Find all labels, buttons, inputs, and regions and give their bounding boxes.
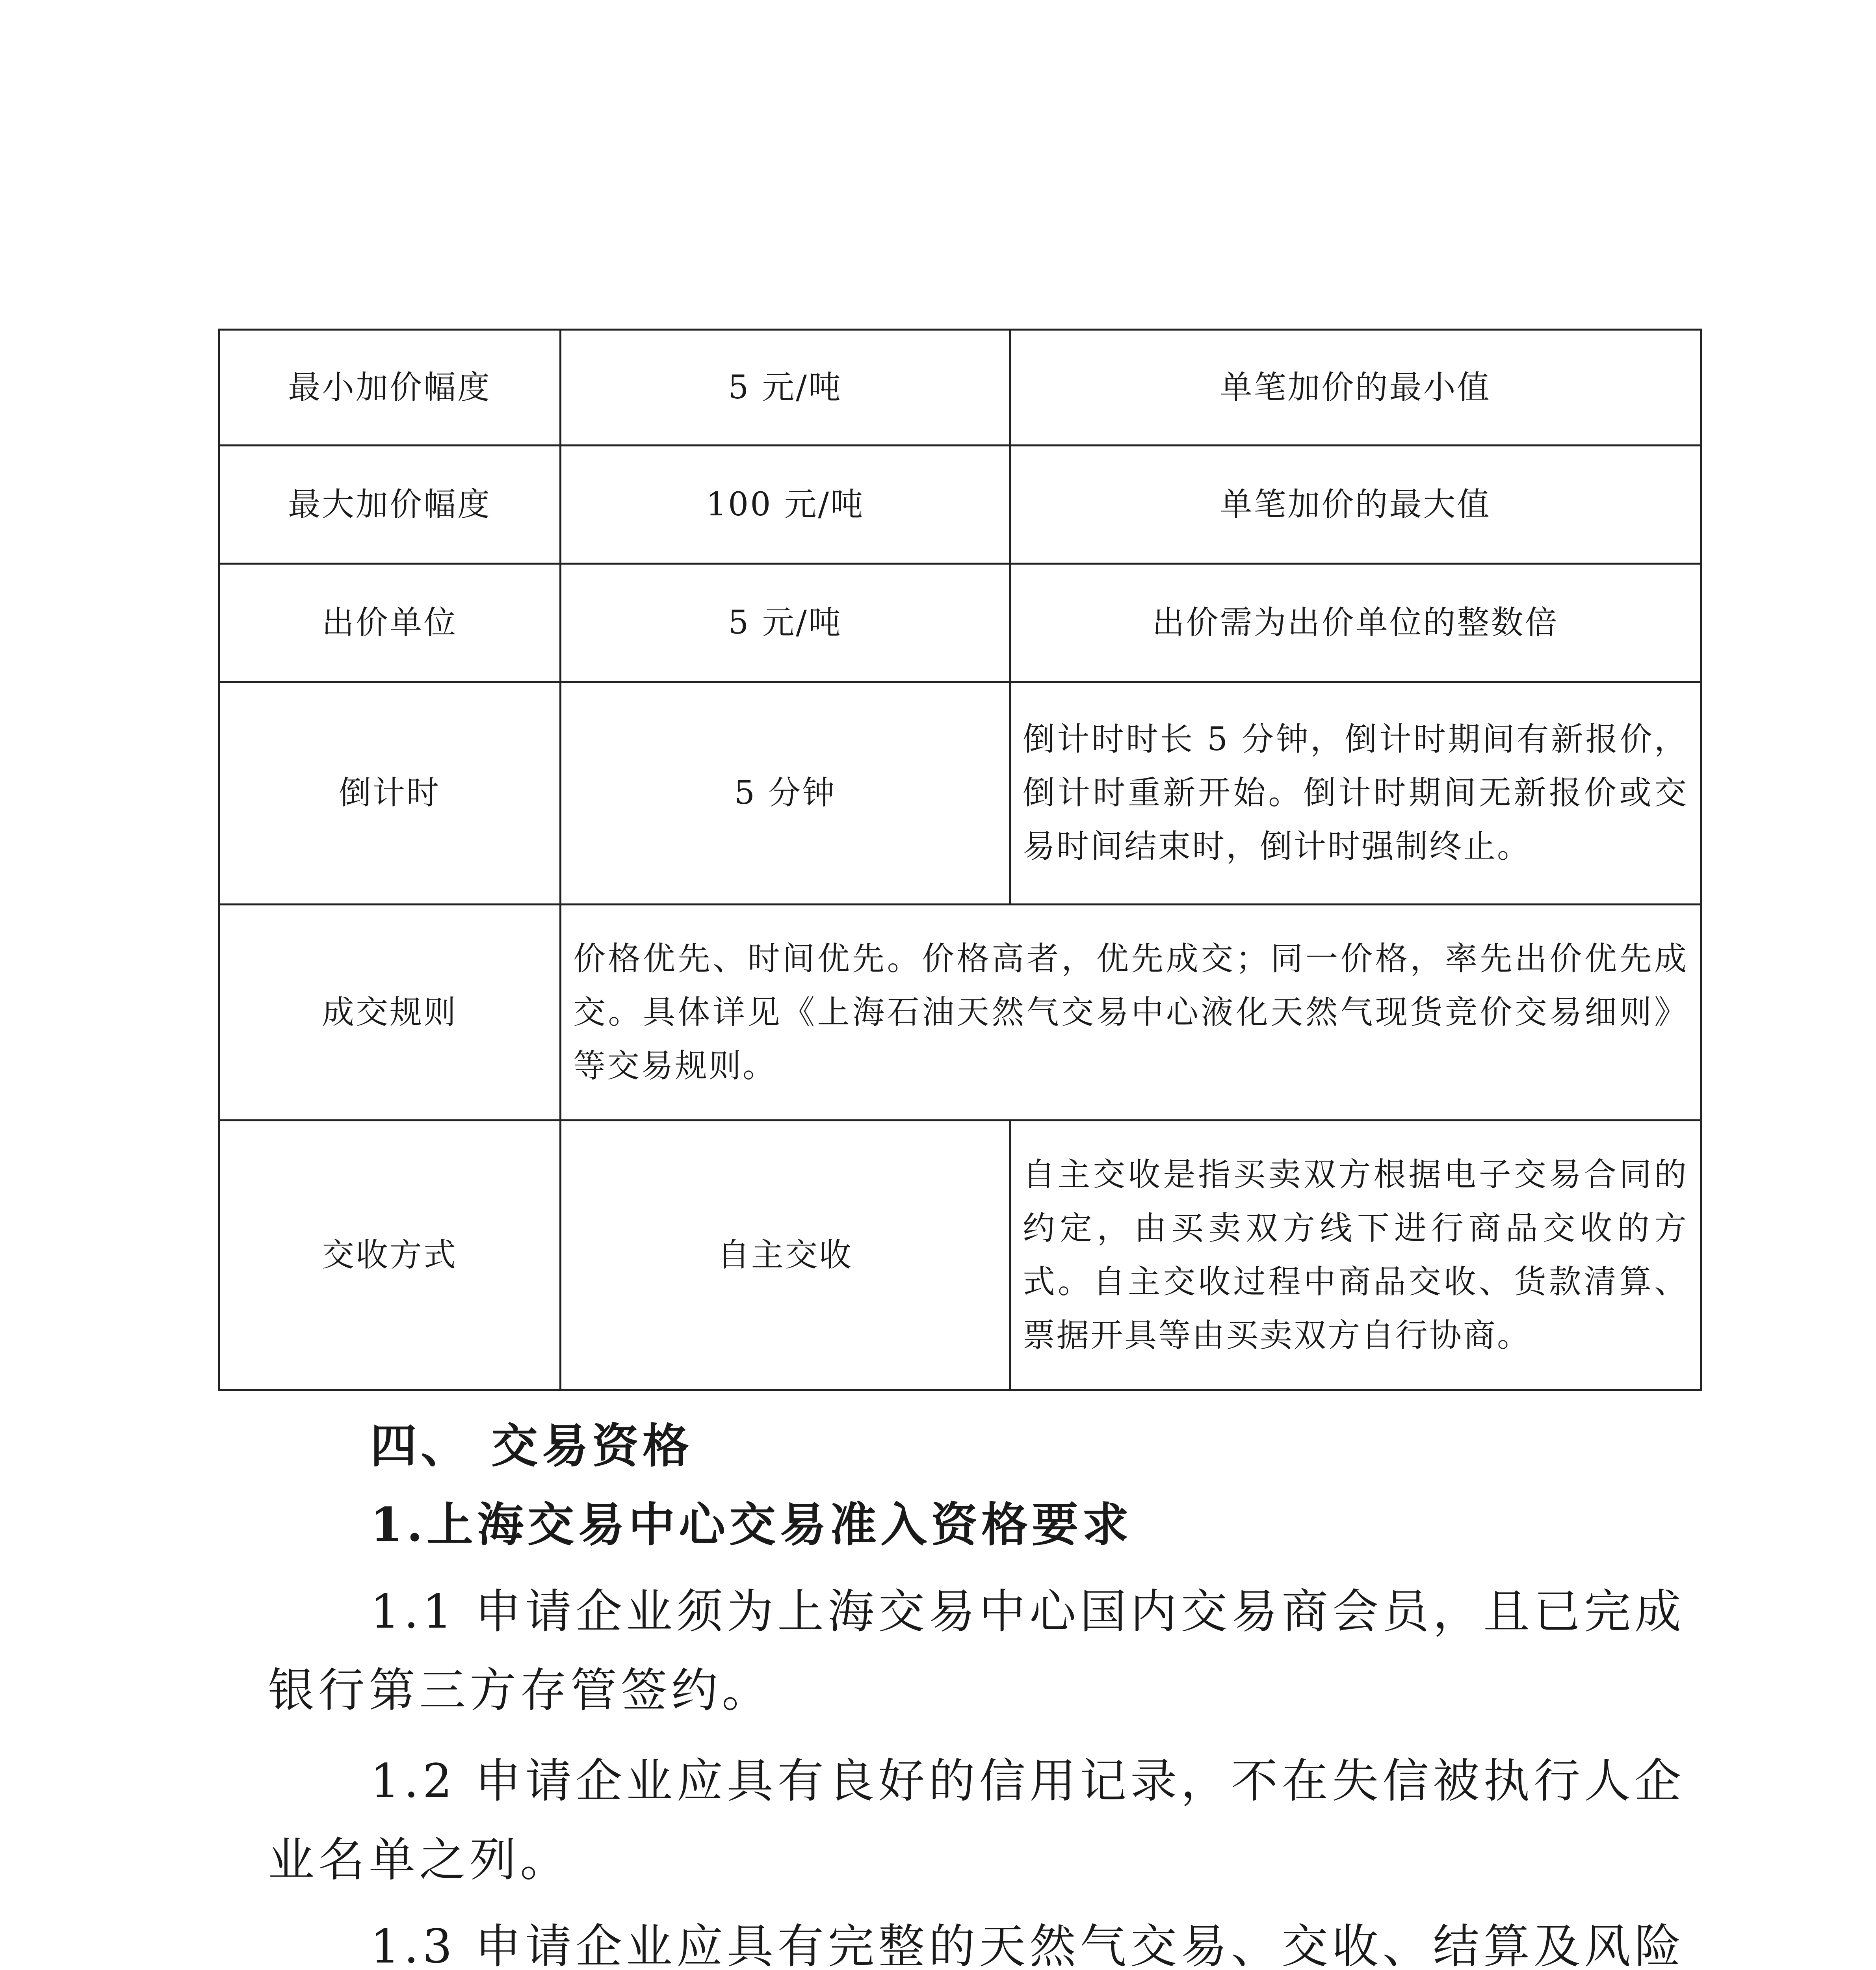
table-row bbox=[219, 564, 1701, 682]
row-value: 5 元/吨 bbox=[561, 564, 1010, 682]
row-description: 倒计时时长 5 分钟，倒计时期间有新报价，倒计时重新开始。倒计时期间无新报价或交易时间结束时，倒计时强制终止。 bbox=[1010, 682, 1701, 905]
trading-parameters-table bbox=[218, 329, 1702, 1391]
paragraph-1-1-continued: 银行第三方存管签约。 bbox=[268, 1663, 773, 1717]
row-value: 100 元/吨 bbox=[561, 446, 1010, 564]
row-label: 最小加价幅度 bbox=[219, 330, 561, 446]
paragraph-1-1: 1.1 申请企业须为上海交易中心国内交易商会员，且已完成 bbox=[370, 1584, 1685, 1639]
row-label: 交收方式 bbox=[219, 1121, 561, 1390]
paragraph-1-3: 1.3 申请企业应具有完整的天然气交易、交收、结算及风险 bbox=[370, 1919, 1685, 1970]
section-4-heading: 四、 交易资格 bbox=[370, 1418, 693, 1473]
row-description: 单笔加价的最大值 bbox=[1010, 446, 1701, 564]
row-description: 单笔加价的最小值 bbox=[1010, 330, 1701, 446]
row-merged-description: 价格优先、时间优先。价格高者，优先成交；同一价格，率先出价优先成交。具体详见《上海石油天然气交易中心液化天然气现货竞价交易细则》等交易规则。 bbox=[561, 905, 1701, 1121]
table-row bbox=[219, 330, 1701, 446]
table-row bbox=[219, 1121, 1701, 1390]
row-value: 5 元/吨 bbox=[561, 330, 1010, 446]
row-label: 成交规则 bbox=[219, 905, 561, 1121]
row-description: 出价需为出价单位的整数倍 bbox=[1010, 564, 1701, 682]
row-label: 出价单位 bbox=[219, 564, 561, 682]
row-value: 5 分钟 bbox=[561, 682, 1010, 905]
table-row bbox=[219, 905, 1701, 1121]
table-row bbox=[219, 682, 1701, 905]
row-description: 自主交收是指买卖双方根据电子交易合同的约定，由买卖双方线下进行商品交收的方式。自主交收过程中商品交收、货款清算、票据开具等由买卖双方自行协商。 bbox=[1010, 1121, 1701, 1390]
row-label: 最大加价幅度 bbox=[219, 446, 561, 564]
row-value: 自主交收 bbox=[561, 1121, 1010, 1390]
row-label: 倒计时 bbox=[219, 682, 561, 905]
table-row bbox=[219, 446, 1701, 564]
section-4-subheading-1: 1.上海交易中心交易准入资格要求 bbox=[370, 1497, 1133, 1552]
paragraph-1-2-continued: 业名单之列。 bbox=[268, 1832, 571, 1887]
paragraph-1-2: 1.2 申请企业应具有良好的信用记录，不在失信被执行人企 bbox=[370, 1754, 1685, 1808]
